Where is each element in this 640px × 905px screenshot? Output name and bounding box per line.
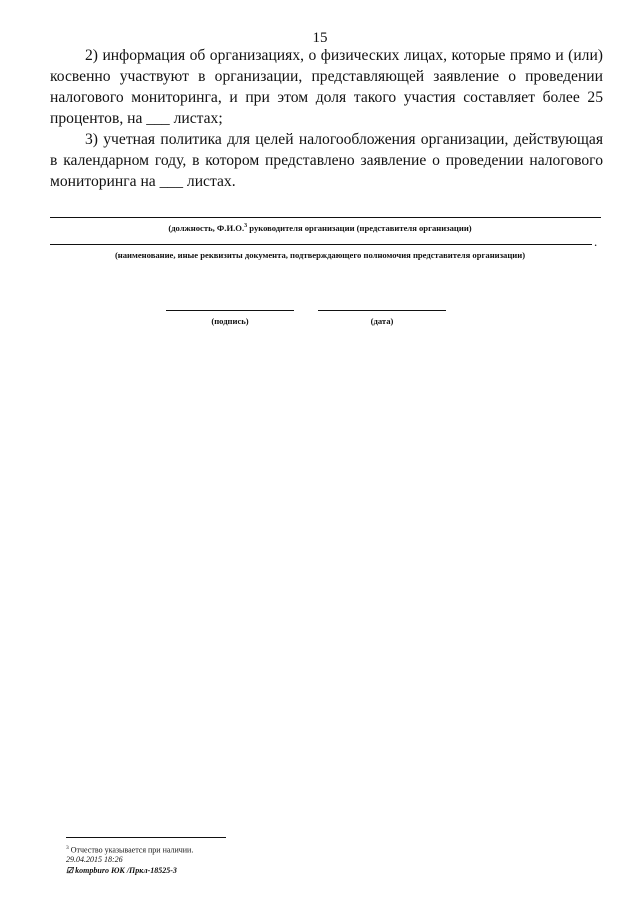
date-caption: (дата) <box>370 316 394 326</box>
authority-document-caption: (наименование, иные реквизиты документа, подтверждающего полномочия представителя организации) <box>114 250 526 260</box>
position-name-line <box>50 217 601 218</box>
page-number: 15 <box>312 30 328 46</box>
position-caption-text-start: (должность, Ф.И.О. <box>168 222 245 233</box>
position-name-caption <box>0 221 640 234</box>
document-body <box>50 45 603 192</box>
paragraph-item-3: 3) учетная политика для целей налогообложения организации, действующая в календарном году, в котором представлено заявление о проведении налогового мониторинга на ___ листах. <box>50 131 603 190</box>
document-source-stamp: ☑ kompburo ЮК /Пркл-18525-3 <box>66 866 177 875</box>
print-timestamp: 29.04.2015 18:26 <box>66 855 123 864</box>
position-caption-text-end: руководителя организации (представителя организации) <box>247 222 472 233</box>
footnote-reference: 3 <box>244 223 248 229</box>
footnote-number: 3 <box>66 845 69 851</box>
footnote-divider <box>66 837 226 838</box>
signature-caption: (подпись) <box>211 316 249 326</box>
footnote <box>66 843 193 856</box>
signature-line <box>166 310 294 311</box>
paragraph-item-2: 2) информация об организациях, о физических лицах, которые прямо и (или) косвенно участвуют в организации, представляющей заявление о проведении налогового мониторинга, и при этом доля такого участия составляет более 25 процентов, на ___ листах; <box>50 47 603 127</box>
authority-document-line <box>50 244 592 245</box>
date-line <box>318 310 446 311</box>
authority-line-period: . <box>594 234 598 249</box>
footnote-text: Отчество указывается при наличии. <box>68 845 194 855</box>
